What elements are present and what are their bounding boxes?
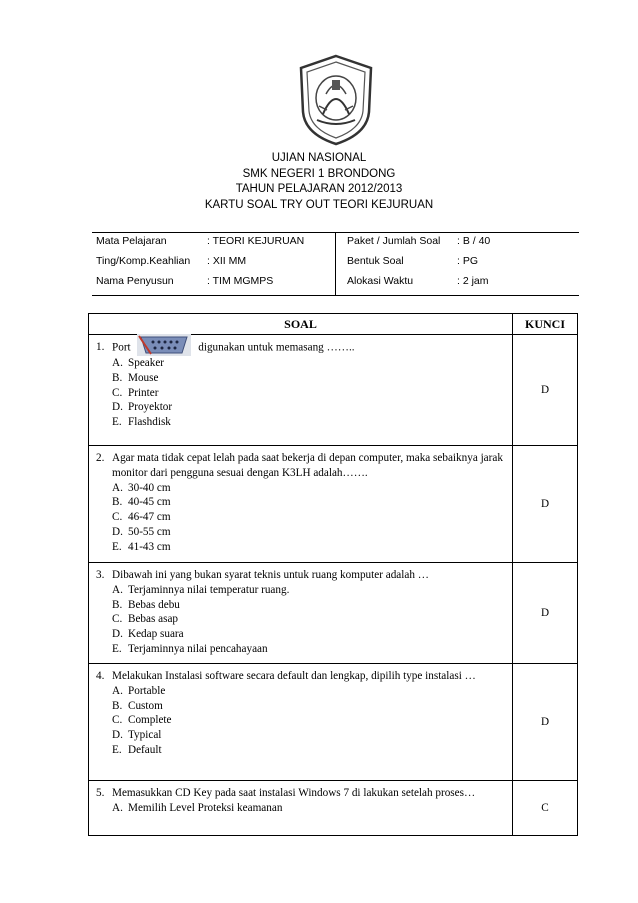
info-row — [96, 272, 576, 292]
info-label: Ting/Komp.Keahlian — [96, 255, 191, 267]
answer-option: A. Memilih Level Proteksi keamanan — [112, 801, 283, 814]
answer-option: B. Bebas debu — [112, 598, 180, 611]
answer-option: E. Flashdisk — [112, 416, 171, 429]
answer-option: E. 41-43 cm — [112, 540, 171, 553]
question — [89, 563, 512, 663]
table-row — [89, 664, 578, 781]
question-number: 4. — [96, 670, 105, 682]
answer-key: C — [513, 781, 578, 836]
table-header-row — [89, 314, 578, 335]
answer-option: A. 30-40 cm — [112, 481, 171, 494]
exam-info-block — [92, 232, 579, 294]
answer-option: C. Complete — [112, 714, 172, 727]
info-value: : PG — [457, 255, 479, 267]
question-stem: Melakukan Instalasi software secara default dan lengkap, dipilih type instalasi … — [112, 670, 476, 682]
header-line-title: KARTU SOAL TRY OUT TEORI KEJURUAN — [204, 198, 434, 211]
info-label: Nama Penyusun — [96, 275, 174, 287]
answer-key: D — [513, 563, 578, 664]
soal-column-header: SOAL — [89, 314, 513, 335]
info-row — [96, 232, 576, 252]
info-label: Mata Pelajaran — [96, 235, 167, 247]
answer-option: B. Mouse — [112, 371, 159, 384]
exam-header — [0, 151, 638, 213]
info-value: : XII MM — [207, 255, 247, 267]
question-stem: Agar mata tidak cepat lelah pada saat bekerja di depan computer, maka sebaiknya jarak monitor dari pengguna sesuai dengan K3LH adalah……. — [112, 452, 503, 479]
question-stem: Memasukkan CD Key pada saat instalasi Windows 7 di lakukan setelah proses… — [112, 787, 476, 799]
answer-key: D — [513, 335, 578, 446]
info-value: : TIM MGMPS — [207, 275, 274, 287]
answer-option: D. Proyektor — [112, 401, 173, 414]
info-bottom-rule — [92, 295, 579, 296]
info-value: : TEORI KEJURUAN — [207, 235, 305, 247]
question — [89, 335, 512, 436]
header-line-school: SMK NEGERI 1 BRONDONG — [242, 167, 396, 180]
question — [89, 781, 512, 822]
answer-option: A. Speaker — [112, 357, 165, 369]
answer-key: D — [513, 664, 578, 781]
answer-option: A. Terjaminnya nilai temperatur ruang. — [112, 583, 290, 596]
info-value: : B / 40 — [457, 235, 491, 247]
answer-option: A. Portable — [112, 684, 166, 697]
question-stem-post: digunakan untuk memasang …….. — [198, 341, 355, 354]
info-value: : 2 jam — [457, 275, 489, 287]
answer-option: B. 40-45 cm — [112, 496, 171, 509]
answer-option: C. Printer — [112, 386, 159, 399]
answer-option: E. Default — [112, 743, 162, 756]
answer-option: D. 50-55 cm — [112, 525, 171, 538]
answer-option: B. Custom — [112, 699, 163, 712]
question-stem: Dibawah ini yang bukan syarat teknis untuk ruang komputer adalah … — [112, 569, 429, 581]
vga-port-icon — [137, 334, 191, 356]
question-number: 2. — [96, 452, 105, 464]
question-table — [88, 313, 578, 836]
answer-option: C. Bebas asap — [112, 613, 179, 626]
kunci-column-header: KUNCI — [513, 314, 578, 335]
header-line-exam: UJIAN NASIONAL — [271, 152, 367, 164]
table-row — [89, 335, 578, 446]
question-stem-pre: Port — [112, 341, 131, 354]
info-label: Bentuk Soal — [347, 255, 404, 267]
question — [89, 446, 512, 561]
table-row — [89, 563, 578, 664]
info-label: Alokasi Waktu — [347, 275, 414, 287]
answer-option: E. Terjaminnya nilai pencahayaan — [112, 642, 268, 655]
question-number: 5. — [96, 787, 105, 799]
table-row — [89, 446, 578, 563]
question-number: 1. — [96, 341, 105, 353]
info-row — [96, 252, 576, 272]
table-row — [89, 781, 578, 836]
answer-option: C. 46-47 cm — [112, 511, 171, 524]
answer-key: D — [513, 446, 578, 563]
header-line-year: TAHUN PELAJARAN 2012/2013 — [235, 183, 403, 195]
question-number: 3. — [96, 569, 105, 581]
school-crest-logo — [297, 54, 375, 146]
info-label: Paket / Jumlah Soal — [347, 235, 441, 247]
question — [89, 664, 512, 764]
answer-option: D. Kedap suara — [112, 628, 184, 641]
answer-option: D. Typical — [112, 729, 162, 742]
